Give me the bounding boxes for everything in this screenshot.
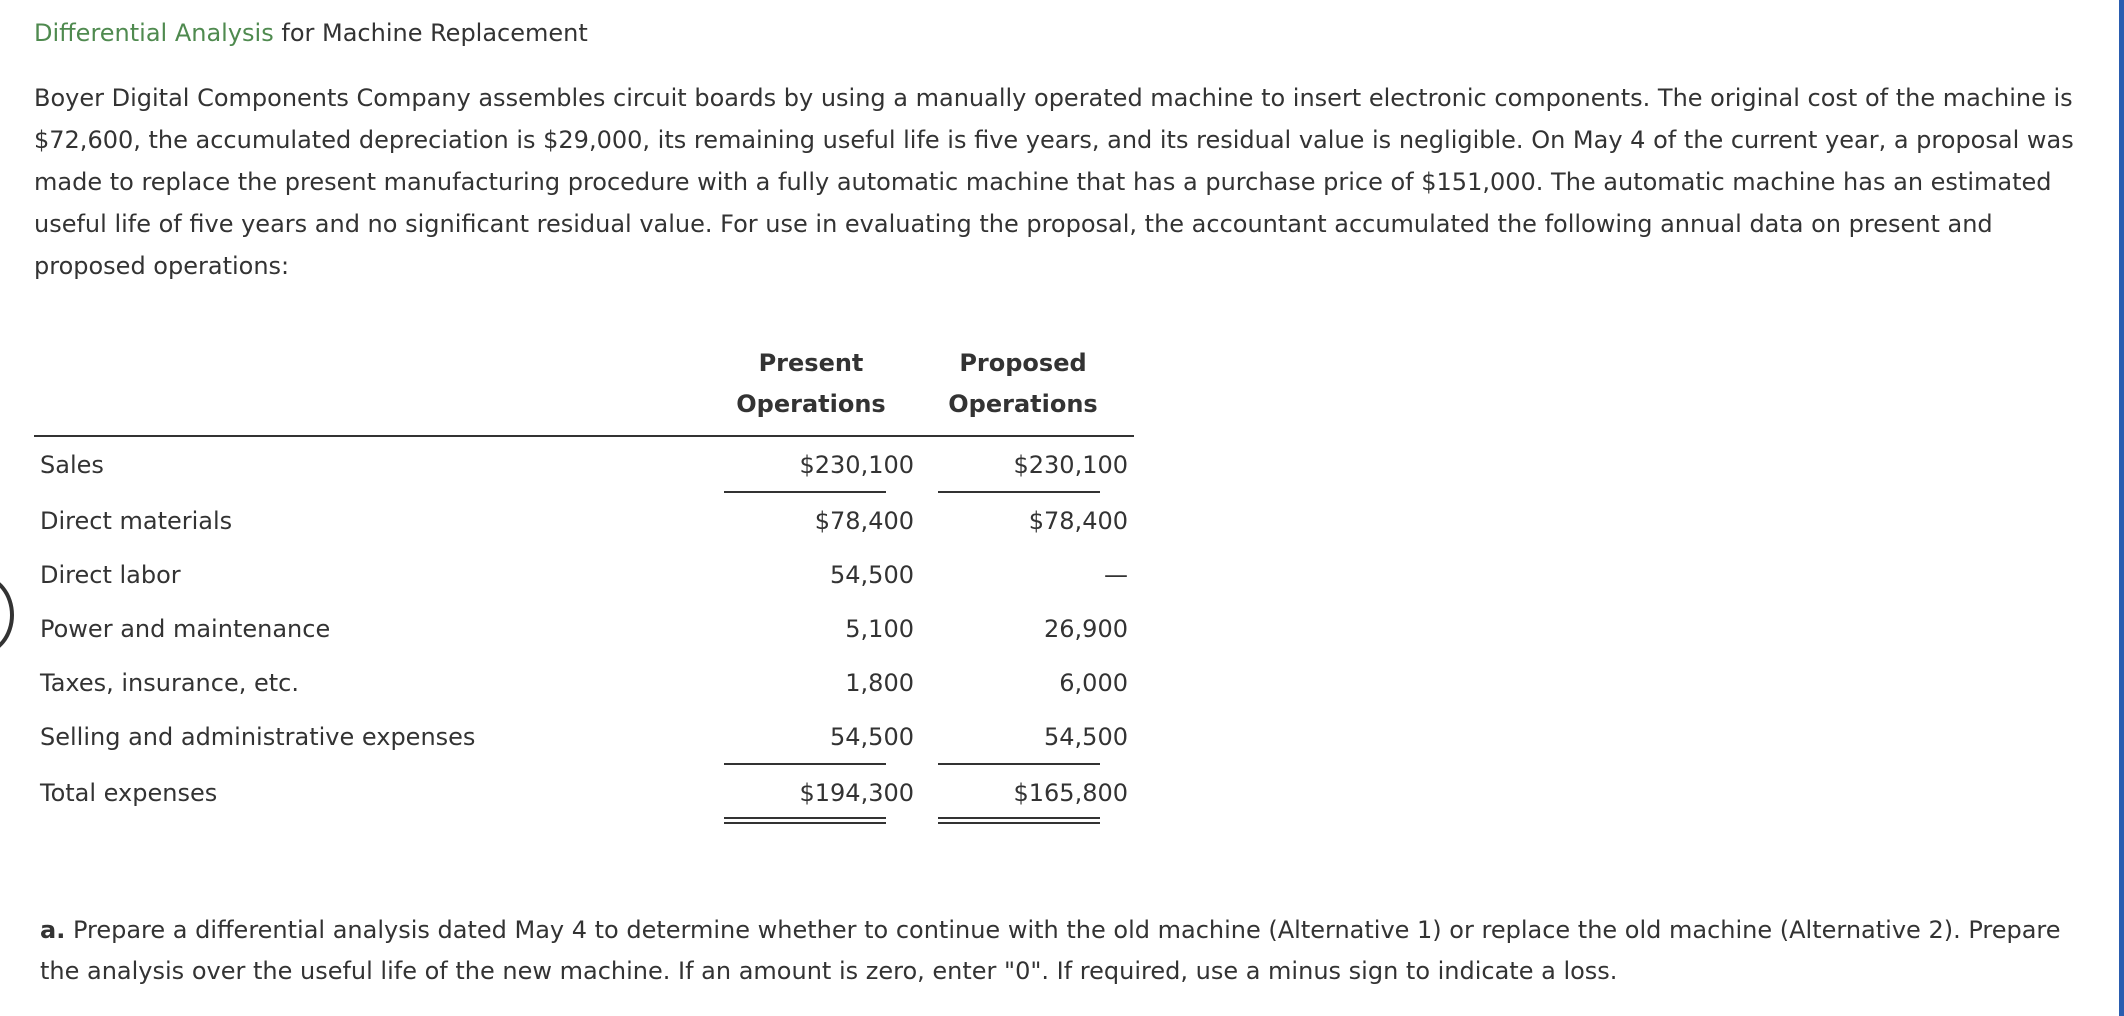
proposed-value: $78,400 xyxy=(1028,507,1128,535)
right-edge-bar xyxy=(2119,0,2124,1016)
proposed-value: 26,900 xyxy=(1044,615,1128,643)
row-label: Taxes, insurance, etc. xyxy=(40,669,299,697)
proposed-expenses-underline xyxy=(938,763,1100,765)
table-row xyxy=(34,773,1134,813)
proposed-header-line2: Operations xyxy=(948,390,1098,418)
row-label: Sales xyxy=(40,451,104,479)
present-header-line1: Present xyxy=(758,349,864,377)
table-row xyxy=(34,663,1134,703)
intro-paragraph: Boyer Digital Components Company assembles circuit boards by using a manually operated machine to insert electronic components. The original cost of the machine is $72,600, the accumulated depreciation is $29,000, its remaining useful life is five years, and its residual value is negligible. On May 4 of the current year, a proposal was made to replace the present manufacturing procedure with a fully automatic machine that has a purchase price of $151,000. The automatic machine has an estimated useful life of five years and no significant residual value. For use in evaluating the proposal, the accountant accumulated the following annual data on present and proposed operations: xyxy=(34,84,2074,280)
proposed-value: 54,500 xyxy=(1044,723,1128,751)
present-value: 1,800 xyxy=(845,669,914,697)
page-title xyxy=(34,16,588,50)
row-label: Direct materials xyxy=(40,507,233,535)
proposed-value: $230,100 xyxy=(1013,451,1128,479)
proposed-value: 6,000 xyxy=(1059,669,1128,697)
present-header-line2: Operations xyxy=(736,390,886,418)
present-value: $78,400 xyxy=(814,507,914,535)
question-a xyxy=(40,910,2096,992)
row-label: Selling and administrative expenses xyxy=(40,723,476,751)
row-label: Direct labor xyxy=(40,561,181,589)
partial-circle-icon xyxy=(0,575,14,655)
proposed-sales-underline xyxy=(938,491,1100,493)
differential-analysis-link[interactable]: Differential Analysis xyxy=(34,19,274,47)
title-rest: for Machine Replacement xyxy=(273,19,588,47)
question-text: Prepare a differential analysis dated May 4 to determine whether to continue with the old machine (Alternative 1) or replace the old machine (Alternative 2). Prepare the analysis over the useful life of the new machine. If an amount is zero, enter "0". If required, use a minus sign to indicate a loss. xyxy=(40,916,2061,985)
present-total-double-underline xyxy=(724,817,886,824)
table-row xyxy=(34,609,1134,649)
table-row xyxy=(34,555,1134,595)
proposed-total-double-underline xyxy=(938,817,1100,824)
table-row xyxy=(34,717,1134,757)
table-row xyxy=(34,445,1134,485)
question-label: a. xyxy=(40,916,66,944)
present-value: $230,100 xyxy=(799,451,914,479)
present-value: 54,500 xyxy=(830,723,914,751)
row-label: Total expenses xyxy=(40,779,218,807)
present-value: 5,100 xyxy=(845,615,914,643)
proposed-value: — xyxy=(1104,561,1128,589)
present-value: 54,500 xyxy=(830,561,914,589)
proposed-value: $165,800 xyxy=(1013,779,1128,807)
proposed-header-line1: Proposed xyxy=(959,349,1087,377)
table-row xyxy=(34,501,1134,541)
row-label: Power and maintenance xyxy=(40,615,331,643)
present-value: $194,300 xyxy=(799,779,914,807)
present-sales-underline xyxy=(724,491,886,493)
present-expenses-underline xyxy=(724,763,886,765)
header-divider xyxy=(34,435,1134,437)
